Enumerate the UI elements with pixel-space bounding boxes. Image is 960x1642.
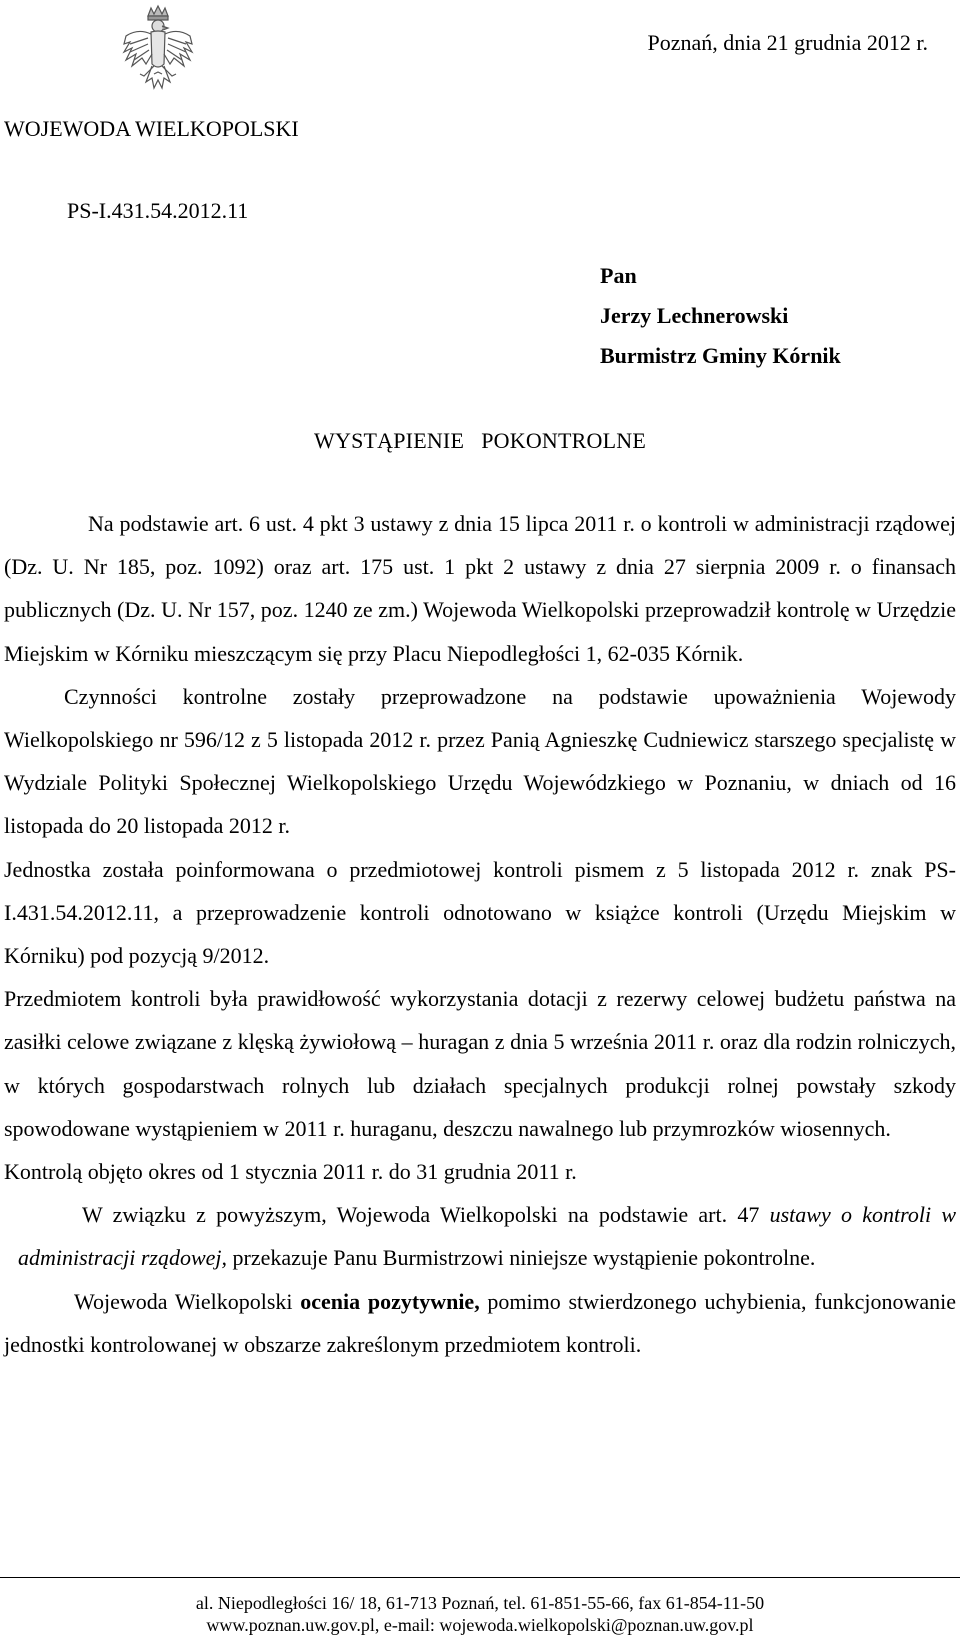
footer-contact: www.poznan.uw.gov.pl, e-mail: wojewoda.wielkopolski@poznan.uw.gov.pl: [206, 1615, 754, 1635]
document-title-word1: WYSTĄPIENIE: [314, 428, 465, 453]
recipient-block: [600, 256, 841, 376]
paragraph-period: Kontrolą objęto okres od 1 stycznia 2011 r. do 31 grudnia 2011 r.: [4, 1159, 577, 1185]
statement-act-name: ustawy o kontroli w administracji rządowej,: [18, 1202, 956, 1271]
footer-address: al. Niepodległości 16/ 18, 61-713 Poznań, tel. 61-851-55-66, fax 61-854-11-50: [195, 1593, 765, 1613]
issuing-authority: WOJEWODA WIELKOPOLSKI: [4, 116, 299, 141]
letter-date: Poznań, dnia 21 grudnia 2012 r.: [647, 30, 928, 55]
recipient-position: Burmistrz Gminy Kórnik: [600, 343, 841, 368]
paragraph-authorization: Czynności kontrolne zostały przeprowadzone na podstawie upoważnienia Wojewody Wielkopolskiego nr 596/12 z 5 listopada 2012 r. przez Panią Agnieszkę Cudniewicz starszego specjalistę w Wydziale Polityki Społecznej Wielkopolskiego Urzędu Wojewódzkiego w Poznaniu, w dniach od 16 listopada do 20 listopada 2012 r.: [4, 683, 956, 839]
recipient-name: Jerzy Lechnerowski: [600, 303, 789, 328]
statement-text: W związku z powyższym, Wojewoda Wielkopolski na podstawie art. 47: [82, 1202, 770, 1228]
document-title-word2: POKONTROLNE: [481, 428, 646, 453]
recipient-salutation: Pan: [600, 263, 637, 288]
assessment-verdict: ocenia pozytywnie,: [300, 1288, 480, 1314]
assessment-text: Wojewoda Wielkopolski: [74, 1288, 301, 1314]
paragraph-subject: Przedmiotem kontroli była prawidłowość wykorzystania dotacji z rezerwy celowej budżetu państwa na zasiłki celowe związane z klęską żywiołową – huragan z dnia 5 września 2011 r. oraz dla rodzin rolniczych, w których gospodarstwach rolnych lub działach specjalnych produkcji rolnej powstały szkody spowodowane wystąpieniem w 2011 r. huraganu, deszczu nawalnego lub przymrozków wiosennych.: [4, 986, 956, 1141]
letter-body: [4, 502, 956, 1366]
footer: [0, 1592, 960, 1636]
reference-number: PS-I.431.54.2012.11: [67, 198, 249, 223]
footer-divider: [0, 1577, 960, 1578]
paragraph-notification: Jednostka została poinformowana o przedmiotowej kontroli pismem z 5 listopada 2012 r. znak PS-I.431.54.2012.11, a przeprowadzenie kontroli odnotowano w książce kontroli (Urzędu Miejskim w Kórniku) pod pozycją 9/2012.: [4, 856, 956, 969]
polish-eagle-emblem-icon: [118, 2, 198, 102]
document-title: [0, 428, 960, 454]
paragraph-statement: [4, 1193, 956, 1279]
paragraph-legal-basis: Na podstawie art. 6 ust. 4 pkt 3 ustawy z dnia 15 lipca 2011 r. o kontroli w administracji rządowej (Dz. U. Nr 185, poz. 1092) oraz art. 175 ust. 1 pkt 2 ustawy z dnia 27 sierpnia 2009 r. o finansach publicznych (Dz. U. Nr 157, poz. 1240 ze zm.) Wojewoda Wielkopolski przeprowadził kontrolę w Urzędzie Miejskim w Kórniku mieszczącym się przy Placu Niepodległości 1, 62-035 Kórnik.: [4, 511, 956, 666]
assessment-text-end: pomimo stwierdzonego uchybienia, funkcjonowanie jednostki kontrolowanej w obszarze zakreślonym przedmiotem kontroli.: [4, 1288, 957, 1357]
statement-text-end: przekazuje Panu Burmistrzowi niniejsze wystąpienie pokontrolne.: [227, 1245, 816, 1271]
paragraph-assessment: [4, 1280, 956, 1366]
